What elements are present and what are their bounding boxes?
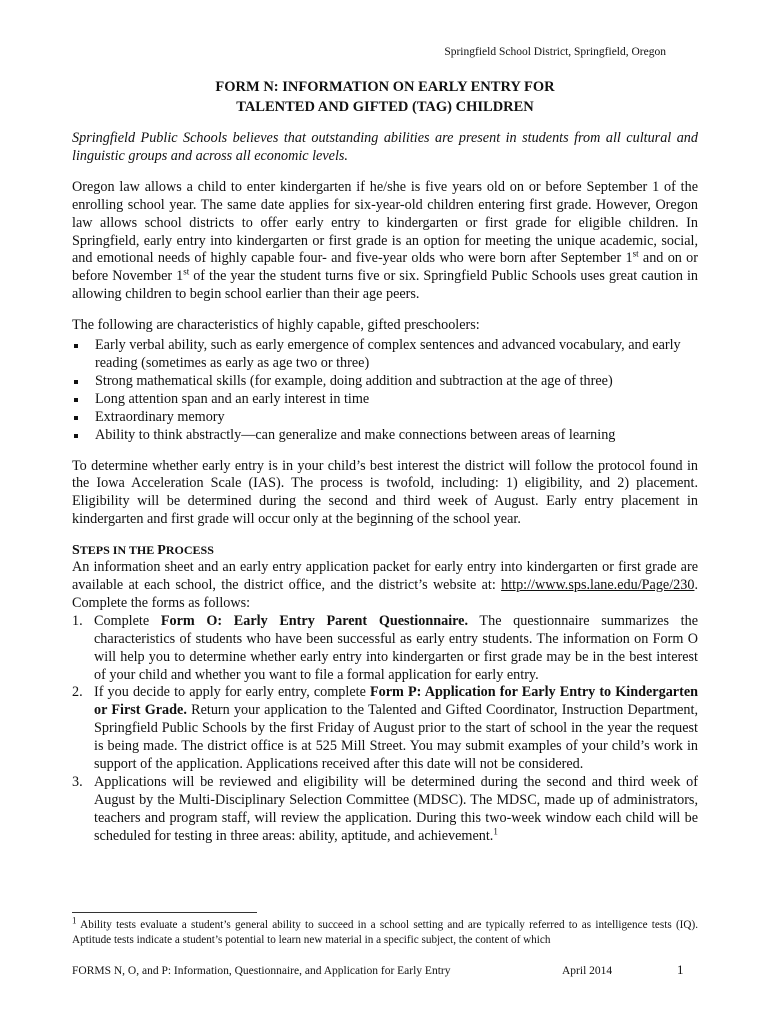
form-title-line-2: TALENTED AND GIFTED (TAG) CHILDREN xyxy=(236,99,534,115)
page-number: 1 xyxy=(677,962,684,977)
intro-statement: Springfield Public Schools believes that outstanding abilities are present in students from all cultural and linguistic groups and across all economic levels. xyxy=(72,130,698,164)
step-item: 1. Complete Form O: Early Entry Parent Questionnaire. The questionnaire summarizes the characteristics of students who have been successful as early entry students. The information on Form O will help you to determine whether early entry into kindergarten or first grade may be in the best interest of your child and whether you want to file a formal application for early entry. xyxy=(72,612,698,683)
footer-forms-title: FORMS N, O, and P: Information, Questionnaire, and Application for Early Entry xyxy=(72,965,451,977)
steps-intro: An information sheet and an early entry application packet for early entry into kindergarten or first grade are available at each school, the district office, and the district’s website at: http://www.sps.lane.edu/Page/230. Complete the forms as follows: xyxy=(72,559,698,611)
steps-heading: STEPS IN THE PROCESS xyxy=(72,543,214,559)
step-item: 3. Applications will be reviewed and eligibility will be determined during the second and third week of August by the Multi-Disciplinary Selection Committee (MDSC). The MDSC, made up of administrators, teachers and program staff, will review the application. During this two-week window each child will be scheduled for testing in three areas: ability, aptitude, and achievement.$^1$ xyxy=(72,774,698,844)
form-title-line-1: FORM N: INFORMATION ON EARLY ENTRY FOR xyxy=(215,79,555,95)
list-item: Strong mathematical skills (for example, doing addition and subtraction at the age of three) xyxy=(72,373,698,391)
footnote-divider xyxy=(72,912,257,913)
list-item: Early verbal ability, such as early emergence of complex sentences and advanced vocabulary, and early reading (sometimes as early as age two or three) xyxy=(72,337,698,373)
list-item: Ability to think abstractly—can generalize and make connections between areas of learning xyxy=(72,427,698,445)
list-item: Long attention span and an early interest in time xyxy=(72,391,698,409)
district-header: Springfield School District, Springfield, Oregon xyxy=(444,46,666,58)
footnote-reference: 1 xyxy=(493,825,498,836)
list-item: Extraordinary memory xyxy=(72,409,698,427)
protocol-paragraph: To determine whether early entry is in your child’s best interest the district will follow the protocol found in the Iowa Acceleration Scale (IAS). The process is twofold, including: 1) eligibility, and 2) placement. Eligibility will be determined during the second and third week of August. Early entry placement in kindergarten and first grade will occur only at the beginning of the school year. xyxy=(72,457,698,528)
footnote: $^1$ Ability tests evaluate a student’s general ability to succeed in a school setting and are typically referred to as intelligence tests (IQ). Aptitude tests indicate a student’s potential to learn new material in a specific subject, the content of which xyxy=(72,915,698,946)
form-title xyxy=(0,77,770,117)
step-item: 2. If you decide to apply for early entry, complete Form P: Application for Early Entry to Kindergarten or First Grade. Return your application to the Talented and Gifted Coordinator, Instruction Department, Springfield Public Schools by the first Friday of August prior to the start of school in the year the request is being made. The district office is at 525 Mill Street. You may submit examples of your child’s work in support of the application. Applications received after this date will not be considered. xyxy=(72,684,699,773)
characteristics-lead: The following are characteristics of highly capable, gifted preschoolers: xyxy=(72,317,480,334)
document-body xyxy=(72,130,698,846)
district-website-link[interactable]: http://www.sps.lane.edu/Page/230 xyxy=(501,577,695,594)
footer-date: April 2014 xyxy=(562,965,613,977)
steps-list xyxy=(72,613,698,846)
oregon-law-paragraph: Oregon law allows a child to enter kindergarten if he/she is five years old on or before September 1 of the enrolling school year. The same date applies for six-year-old children entering first grade. However, Oregon law allows school districts to offer early entry to kindergarten or first grade for eligible children. In Springfield, early entry into kindergarten or first grade is an option for meeting the unique academic, social, and emotional needs of highly capable four- and five-year olds who were born after September 1st and on or before November 1st of the year the student turns five or six. Springfield Public Schools uses great caution in allowing children to begin school earlier than their age peers. xyxy=(72,178,699,303)
characteristics-list xyxy=(72,337,698,444)
